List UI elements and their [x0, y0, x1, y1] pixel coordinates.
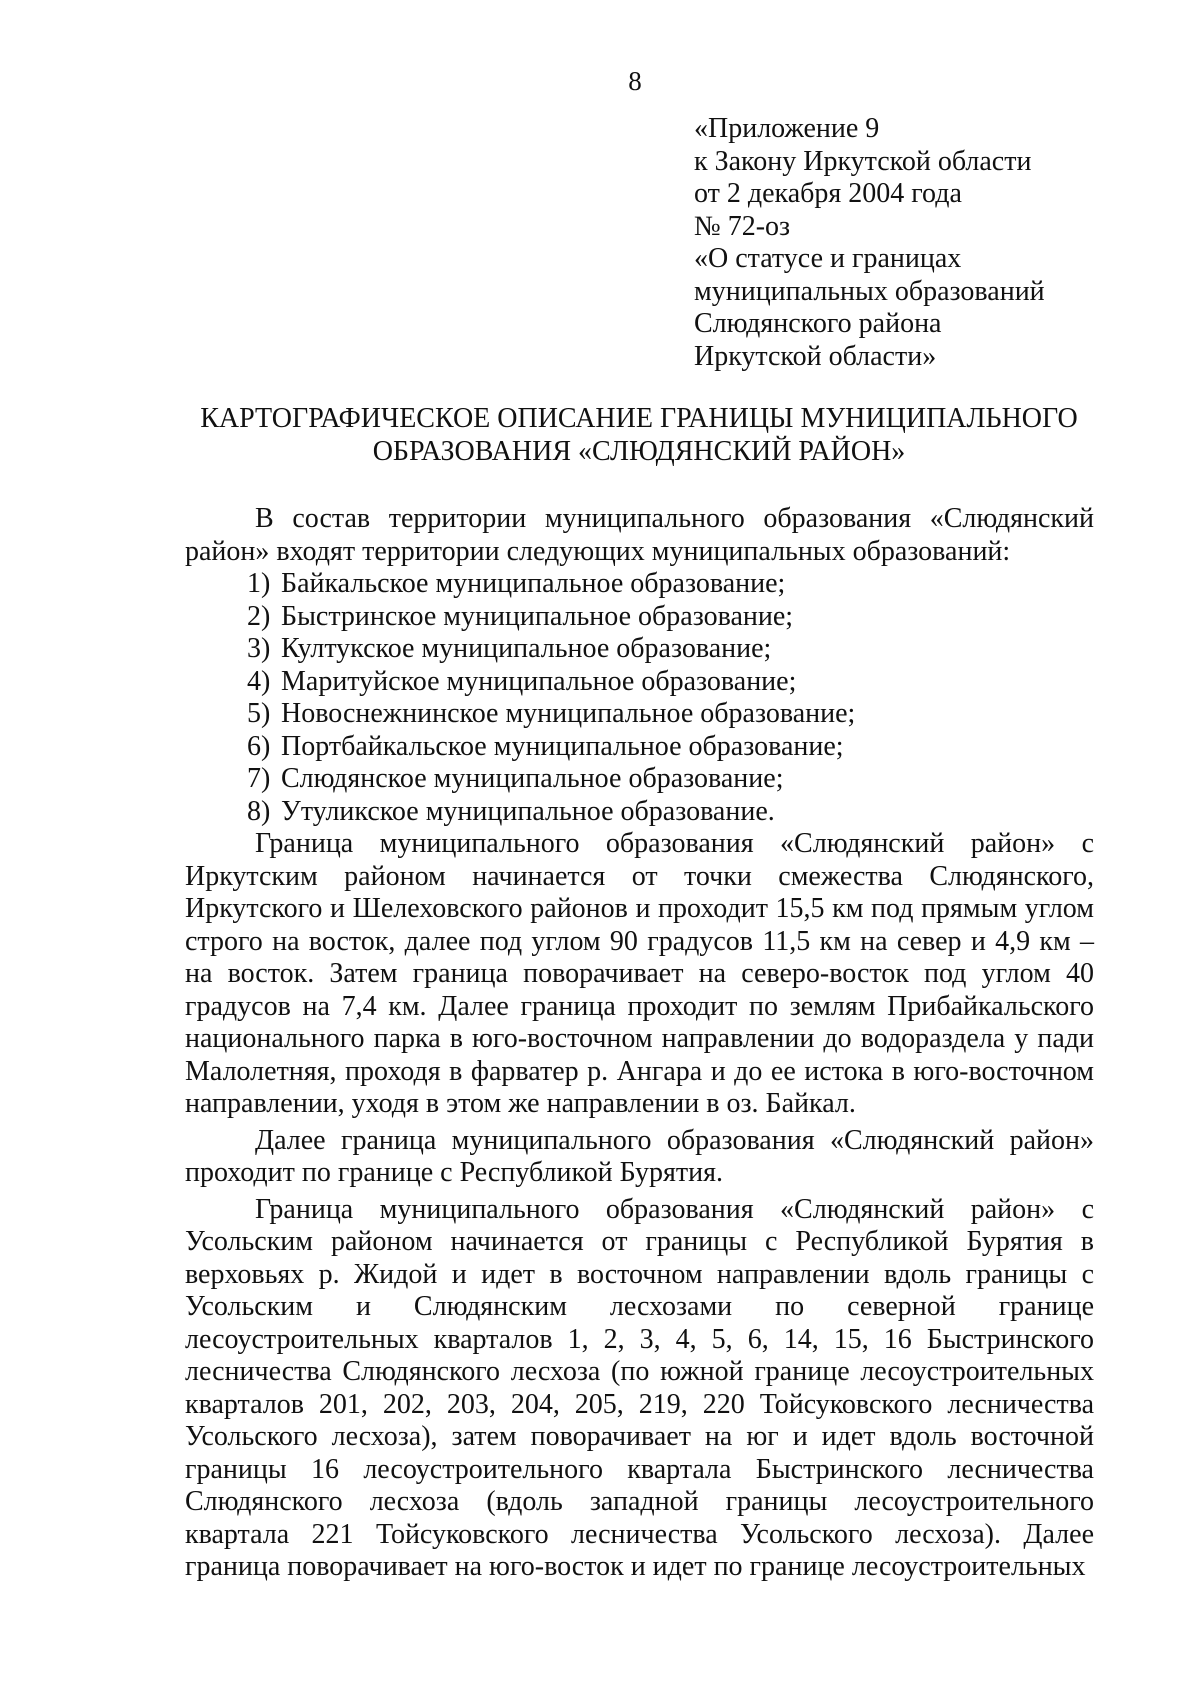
boundary-paragraph-buryatia: Далее граница муниципального образования «Слюдянский район» проходит по границе с Республикой Бурятия. [185, 1124, 1094, 1188]
appendix-line: Иркутской области» [694, 340, 937, 372]
list-item [185, 666, 1094, 699]
boundary-paragraph-irkutsk: Граница муниципального образования «Слюдянский район» с Иркутским районом начинается от точки смежества Слюдянского, Иркутского и Шелеховского районов и проходит 15,5 км под прямым углом строго на восток, далее под углом 90 градусов 11,5 км на север и 4,9 км – на восток. Затем граница поворачивает на северо-восток под углом 40 градусов на 7,4 км. Далее граница проходит по землям Прибайкальского национального парка в юго-восточном направлении до водораздела у пади Малолетняя, проходя в фарватер р. Ангара и до ее истока в юго-восточном направлении, уходя в этом же направлении в оз. Байкал. [185, 828, 1094, 1119]
list-item [185, 568, 1094, 601]
list-item [185, 763, 1094, 796]
list-item-number: 7) [247, 763, 271, 794]
list-item-text: Маритуйское муниципальное образование; [281, 665, 797, 697]
document-body [185, 503, 1094, 1584]
list-item-text: Байкальское муниципальное образование; [281, 568, 786, 599]
appendix-line: «О статусе и границах [694, 243, 962, 274]
appendix-line: муниципальных образований [694, 275, 1045, 307]
boundary-paragraph-usolye: Граница муниципального образования «Слюдянский район» с Усольским районом начинается от границы с Республикой Бурятия в верховьях р. Жидой и идет в восточном направлении вдоль границы с Усольским и Слюдянским лесхозами по северной границе лесоустроительных кварталов 1, 2, 3, 4, 5, 6, 14, 15, 16 Быстринского лесничества Слюдянского лесхоза (по южной границе лесоустроительных кварталов 201, 202, 203, 204, 205, 219, 220 Тойсуковского лесничества Усольского лесхоза), затем поворачивает на юг и идет вдоль восточной границы 16 лесоустроительного квартала Быстринского лесничества Слюдянского лесхоза (вдоль западной границы лесоустроительного квартала 221 Тойсуковского лесничества Усольского лесхоза). Далее граница поворачивает на юго-восток и идет по границе лесоустроительных [185, 1193, 1094, 1582]
list-item [185, 633, 1094, 666]
list-item-number: 6) [247, 730, 271, 762]
list-item-number: 5) [247, 698, 271, 729]
page-number: 8 [628, 66, 642, 96]
list-item-text: Култукское муниципальное образование; [281, 633, 772, 664]
intro-paragraph: В состав территории муниципального образования «Слюдянский район» входят территории следующих муниципальных образований: [185, 503, 1094, 567]
appendix-line: к Закону Иркутской области [694, 145, 1032, 177]
appendix-line: «Приложение 9 [694, 113, 880, 144]
title-line-2: ОБРАЗОВАНИЯ «СЛЮДЯНСКИЙ РАЙОН» [372, 436, 906, 467]
list-item [185, 731, 1094, 764]
list-item-text: Новоснежнинское муниципальное образование; [281, 698, 856, 729]
municipality-list [185, 568, 1094, 828]
list-item [185, 698, 1094, 731]
list-item-number: 1) [247, 568, 271, 599]
list-item-text: Утуликское муниципальное образование. [281, 795, 775, 827]
appendix-line: Слюдянского района [694, 308, 942, 339]
appendix-line: от 2 декабря 2004 года [694, 178, 962, 209]
list-item-number: 8) [247, 795, 271, 827]
appendix-line: № 72-оз [694, 210, 791, 242]
list-item-number: 3) [247, 633, 271, 664]
list-item-number: 4) [247, 665, 271, 697]
title-line-1: КАРТОГРАФИЧЕСКОЕ ОПИСАНИЕ ГРАНИЦЫ МУНИЦИПАЛЬНОГО [200, 403, 1078, 434]
list-item-text: Слюдянское муниципальное образование; [281, 763, 784, 794]
list-item-text: Портбайкальское муниципальное образование; [281, 730, 844, 762]
appendix-header [694, 113, 1164, 373]
list-item [185, 796, 1094, 829]
document-title [180, 402, 1098, 468]
list-item-number: 2) [247, 600, 271, 632]
list-item-text: Быстринское муниципальное образование; [281, 600, 794, 632]
list-item [185, 601, 1094, 634]
